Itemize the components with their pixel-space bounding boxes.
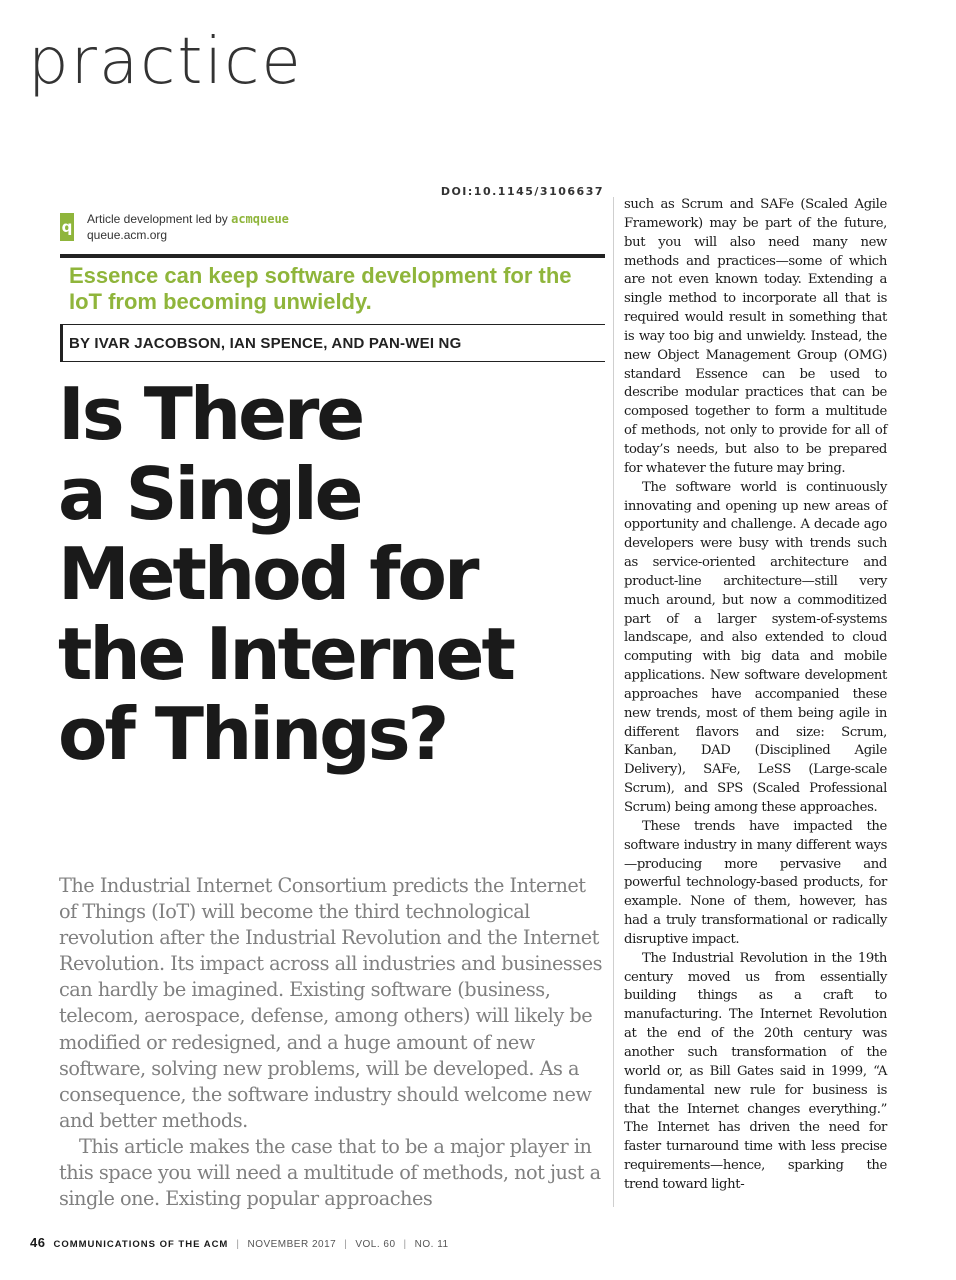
page-number: 46 [30,1235,46,1250]
headline-line: a Single [58,452,361,536]
credit-lead-text: Article development led by [87,212,228,226]
deck-top-rule [60,254,605,258]
body-paragraph: such as Scrum and SAFe (Scaled Agile Framework) may be part of the future, but you will also need many new methods and practices—some of which are not even known today. Extending a single method to incorporate all that is required would result in something that is way too big and unwieldy. Instead, the new Object Management Group (OMG) standard Essence can be used to describe modular practices that can be composed together to form a multitude of methods, not only to provide for all of today’s needs, but also to be prepared for whatever the future may bring. [624,197,887,476]
byline: BY IVAR JACOBSON, IAN SPENCE, AND PAN-WEI NG [69,335,462,352]
body-column [624,196,887,1195]
article-credit [87,211,289,243]
issue-date: NOVEMBER 2017 [247,1239,337,1250]
footer-separator: | [344,1239,348,1250]
section-label: practice [28,25,303,99]
headline [58,374,618,774]
page-footer [30,1235,449,1250]
credit-url: queue.acm.org [87,228,168,242]
deck: Essence can keep software development for the IoT from becoming unwieldy. [69,263,572,314]
body-paragraph: The Industrial Revolution in the 19th century moved us from essentially building things as a craft to manufacturing. The Internet Revolution at the end of the 20th century was another such transformation of the world or, as Bill Gates said in 1999, “A fundamental new rule for business is that the Internet changes everything.” The Internet has driven the need for faster turnaround time with less precise requirements—hence, sparking the trend toward light- [624,950,887,1192]
headline-line: the Internet [58,612,513,696]
byline-bottom-rule [60,361,605,362]
headline-line: Is There [58,372,363,456]
footer-separator: | [236,1239,240,1250]
column-divider [613,197,614,1207]
intro-paragraph: The Industrial Internet Consortium predicts the Internet of Things (IoT) will become the third technological revolution after the Industrial Revolution and the Internet Revolution. Its impact across all industries and businesses can hardly be imagined. Existing software (business, telecom, aerospace, defense, among others) will likely be modified or redesigned, and a huge amount of new software, solving new problems, will be developed. As a consequence, the software industry should welcome new and better methods. [59,874,602,1132]
credit-brand: acmqueue [231,212,289,226]
byline-top-rule [60,324,605,325]
footer-separator: | [403,1239,407,1250]
doi: DOI:10.1145/3106637 [440,185,604,198]
issue-volume: VOL. 60 [355,1239,396,1250]
intro-text [59,873,607,1212]
publication-name: COMMUNICATIONS OF THE ACM [53,1239,229,1250]
intro-paragraph: This article makes the case that to be a major player in this space you will need a multitude of methods, not just a single one. Existing popular approaches [59,1134,601,1211]
headline-line: of Things? [58,692,447,776]
byline-side-bar [60,325,63,361]
acmqueue-logo-icon: q [60,213,74,241]
issue-number: NO. 11 [414,1239,449,1250]
body-paragraph: These trends have impacted the software industry in many different ways—producing more pervasive and powerful technology-based products, for example. None of them, however, has had a truly transformational or radically disruptive impact. [624,818,887,947]
body-paragraph: The software world is continuously innovating and opening up new areas of opportunity and challenge. A decade ago developers were busy with trends such as service-oriented architecture and product-line architecture—still very much around, but now a commoditized part of a larger system-of-systems landscape, and also extended to cloud computing with big data and mobile applications. New software development approaches have accompanied these new trends, most of them being agile in different flavors and size: Scrum, Kanban, DAD (Disciplined Agile Delivery), SAFe, LeSS (Large-scale Scrum), and SPS (Scaled Professional Scrum) being among these approaches. [624,479,887,815]
headline-line: Method for [58,532,477,616]
